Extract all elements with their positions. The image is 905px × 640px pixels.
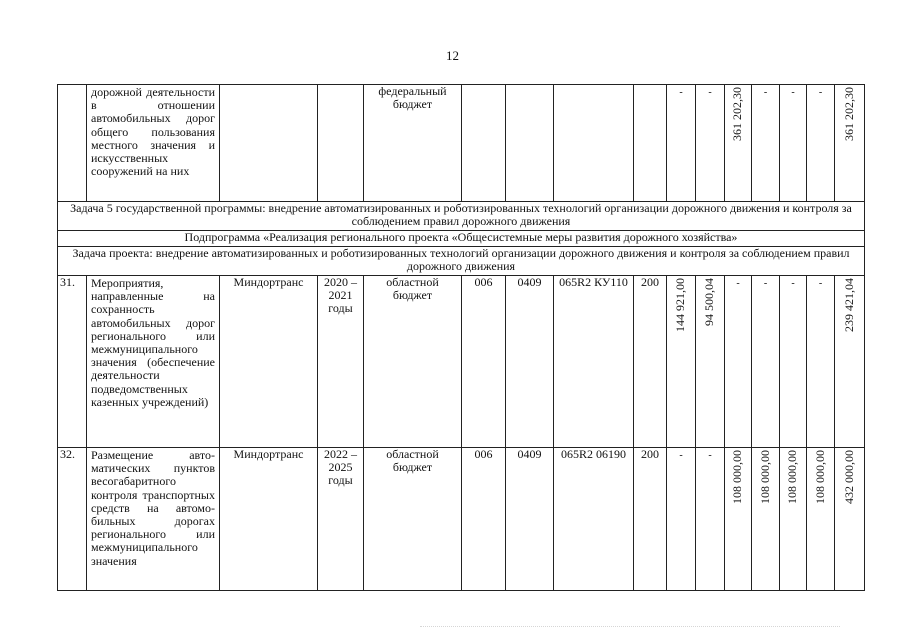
cell-grbs: 006 [462,448,506,591]
cell-value-total: 239 421,04 [835,276,865,448]
cell-num: 31. [58,276,87,448]
cell-grbs: 006 [462,276,506,448]
cell-value-2: - [696,85,725,202]
subprogram-header: Подпрограмма «Реализация регионального проекта «Общесистемные меры развития дорожного хозяйства» [58,231,865,247]
cell-source: федеральный бюджет [364,85,462,202]
cell-csr [554,85,634,202]
table-row [58,448,865,591]
cell-value-total: 432 000,00 [835,448,865,591]
cell-value-6: 108 000,00 [807,448,835,591]
budget-table [57,84,865,591]
cell-value-3: 108 000,00 [725,448,752,591]
cell-vr: 200 [634,276,667,448]
cell-value-2: 94 500,04 [696,276,725,448]
cell-value-1: 144 921,00 [667,276,696,448]
table-row [58,276,865,448]
cell-name: дорожной деятельности в отношении автомобильных дорог общего пользования местного значения и искусственных сооружений на них [87,85,220,202]
cell-value-5: 108 000,00 [780,448,807,591]
cell-section: 0409 [506,276,554,448]
cell-csr: 065R2 КУ110 [554,276,634,448]
task5-header: Задача 5 государственной программы: внедрение автоматизированных и роботизированных технологий организации дорожного движения и контроля за соблюдением правил дорожного движения [58,202,865,231]
cell-name: Размещение авто-матических пунктов весогабаритного контроля транспортных средств на автомо-бильных дорогах регионального или межмуниципального значения [87,448,220,591]
cell-source: областной бюджет [364,448,462,591]
cell-value-6: - [807,276,835,448]
cell-executor: Миндортранс [220,448,318,591]
cell-grbs [462,85,506,202]
cell-section [506,85,554,202]
cell-num [58,85,87,202]
cell-vr [634,85,667,202]
cell-value-4: - [752,276,780,448]
table-row-continuation [58,85,865,202]
cell-value-1: - [667,85,696,202]
project-task-header-row [58,247,865,276]
page-number: 12 [446,48,459,63]
cell-years: 2022 – 2025 годы [318,448,364,591]
cell-years: 2020 – 2021 годы [318,276,364,448]
cell-executor [220,85,318,202]
cell-value-3: 361 202,30 [725,85,752,202]
project-task-header: Задача проекта: внедрение автоматизированных и роботизированных технологий организации дорожного движения и контроля за соблюдением правил дорожного движения [58,247,865,276]
task5-header-row [58,202,865,231]
cell-source: областной бюджет [364,276,462,448]
cell-num: 32. [58,448,87,591]
cell-value-4: 108 000,00 [752,448,780,591]
cell-value-2: - [696,448,725,591]
cell-executor: Миндортранс [220,276,318,448]
cell-value-6: - [807,85,835,202]
cell-value-5: - [780,276,807,448]
cell-csr: 065R2 06190 [554,448,634,591]
cell-value-1: - [667,448,696,591]
cell-years [318,85,364,202]
cell-value-5: - [780,85,807,202]
cell-vr: 200 [634,448,667,591]
cell-value-4: - [752,85,780,202]
subprogram-header-row [58,231,865,247]
cell-name: Мероприятия, направленные на сохранность автомобильных дорог регионального или межмуниципального значения (обеспечение деятельности подведомственных казенных учреждений) [87,276,220,448]
scan-footer-marks [420,626,840,631]
cell-value-total: 361 202,30 [835,85,865,202]
cell-value-3: - [725,276,752,448]
cell-section: 0409 [506,448,554,591]
